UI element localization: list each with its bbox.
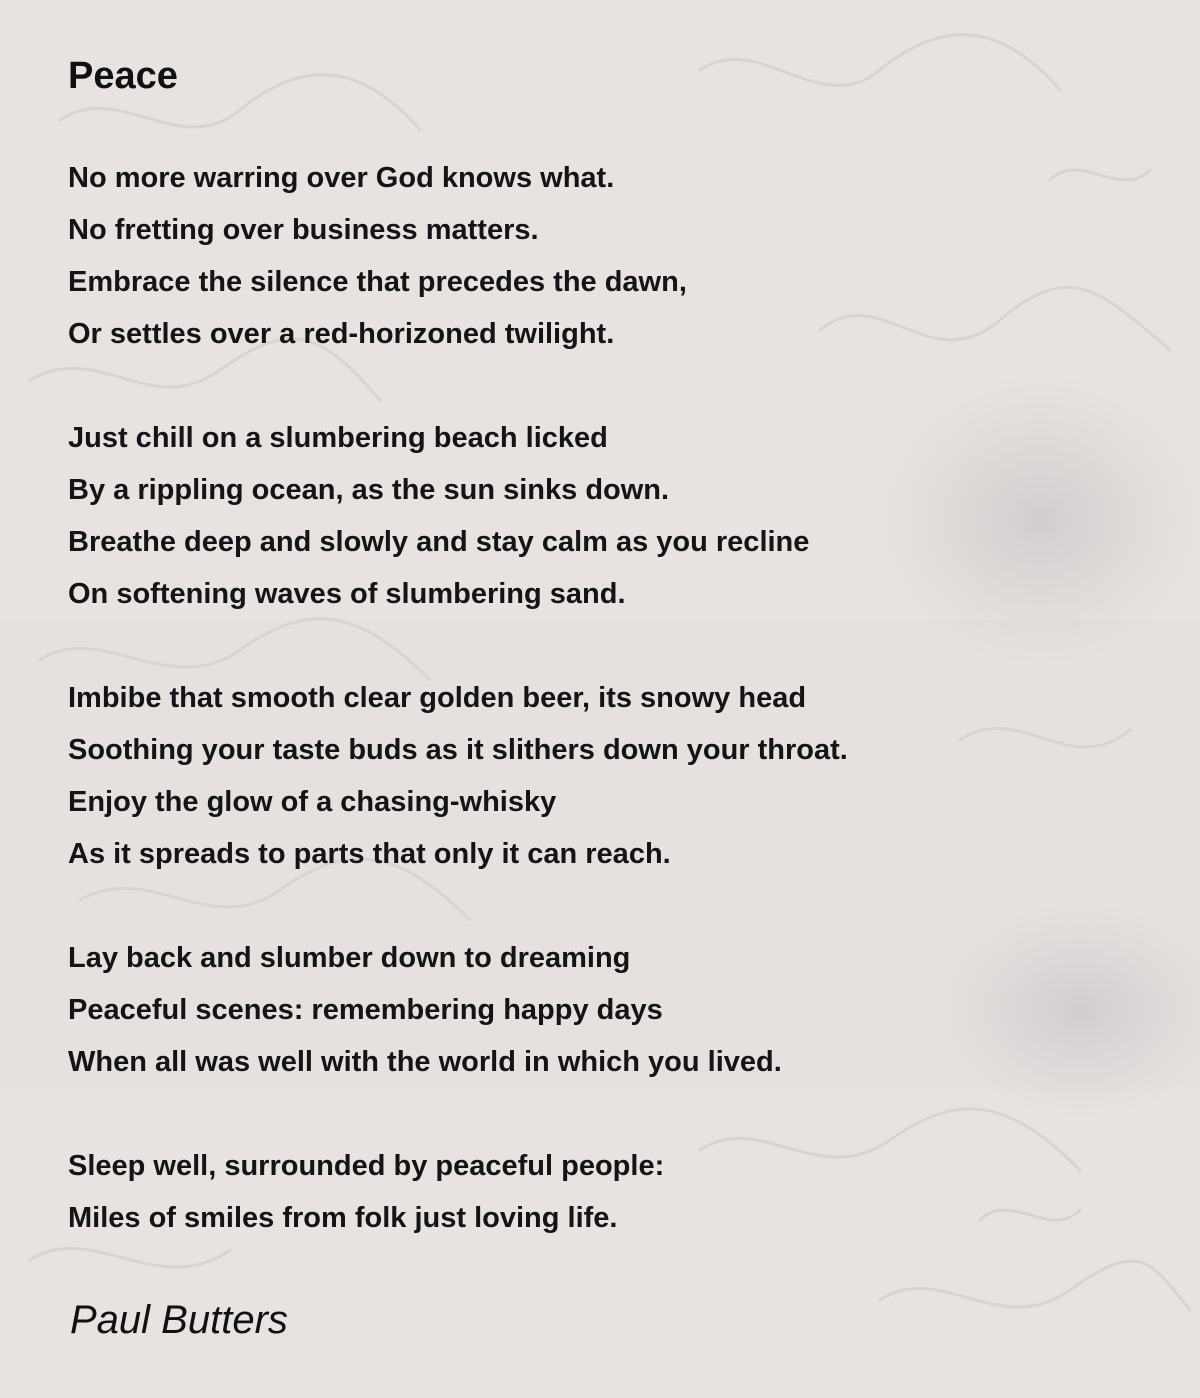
author-signature: Paul Butters <box>70 1298 288 1342</box>
stanza-1 <box>68 152 1148 360</box>
poem-line: Imbibe that smooth clear golden beer, its snowy head <box>68 682 807 714</box>
stanza-3 <box>68 672 1148 880</box>
poem-body <box>68 152 1148 1244</box>
poem-container <box>68 52 1148 1296</box>
poem-line: Embrace the silence that precedes the dawn, <box>68 266 687 298</box>
poem-line: No fretting over business matters. <box>68 214 539 246</box>
poem-line: Enjoy the glow of a chasing-whisky <box>68 786 557 818</box>
poem-line: Peaceful scenes: remembering happy days <box>68 994 663 1026</box>
poem-line: By a rippling ocean, as the sun sinks down. <box>68 474 670 506</box>
poem-title: Peace <box>68 55 178 97</box>
poem-line: Sleep well, surrounded by peaceful people: <box>68 1150 665 1182</box>
poem-line: Lay back and slumber down to dreaming <box>68 942 631 974</box>
stanza-5 <box>68 1140 1148 1244</box>
stanza-4 <box>68 932 1148 1088</box>
poem-line: On softening waves of slumbering sand. <box>68 578 626 610</box>
poem-line: Just chill on a slumbering beach licked <box>68 422 608 454</box>
poem-line: When all was well with the world in which you lived. <box>68 1046 782 1078</box>
poem-line: Soothing your taste buds as it slithers down your throat. <box>68 734 848 766</box>
poem-line: Miles of smiles from folk just loving life. <box>68 1202 618 1234</box>
poem-line: No more warring over God knows what. <box>68 162 615 194</box>
poem-line: As it spreads to parts that only it can reach. <box>68 838 671 870</box>
stanza-2 <box>68 412 1148 620</box>
poem-line: Breathe deep and slowly and stay calm as you recline <box>68 526 810 558</box>
poem-line: Or settles over a red-horizoned twilight. <box>68 318 615 350</box>
